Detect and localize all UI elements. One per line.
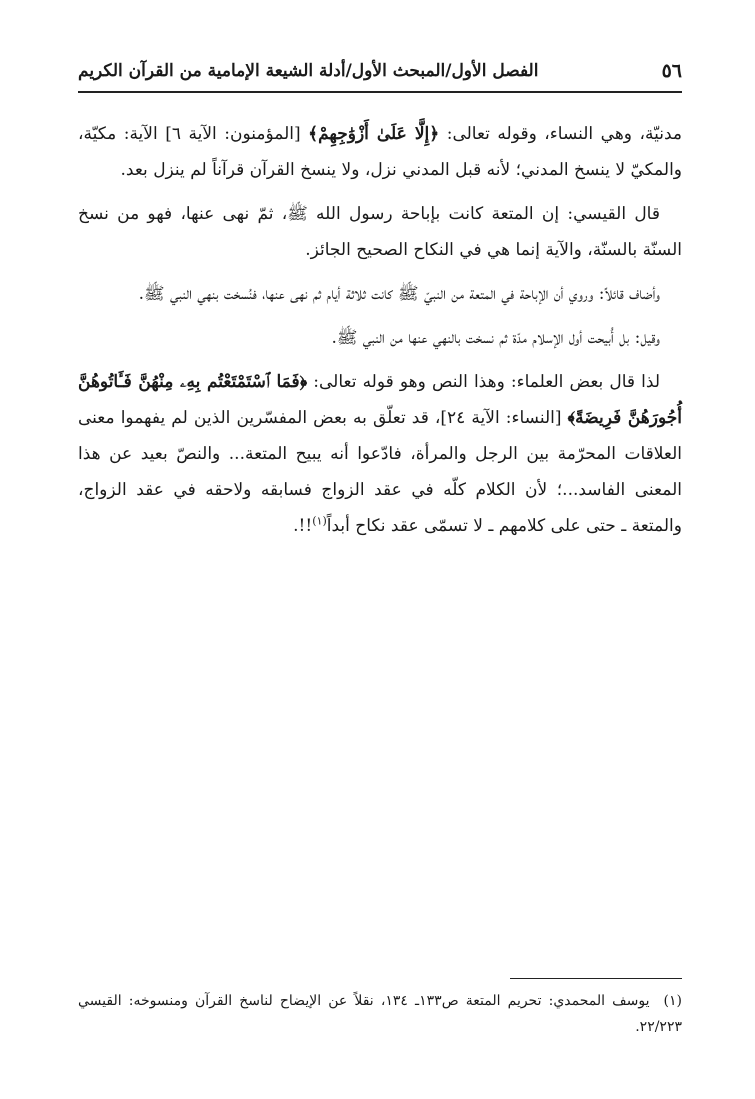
paragraph-1-text-a: مدنيّة، وهي النساء، وقوله تعالى: — [439, 124, 682, 144]
paragraph-5-text-a: لذا قال بعض العلماء: وهذا النص وهو قوله تعالى: — [307, 372, 660, 392]
quran-verse-muminun: ﴿إِلَّا عَلَىٰ أَزْوَٰجِهِمْ﴾ — [308, 124, 440, 144]
footnote-number: (١) — [663, 993, 682, 1009]
footnote-rule — [510, 978, 682, 979]
paragraph-3: وأضاف قائلاً: وروي أن الإباحة في المتعة من النبيّ ﷺ كانت ثلاثة أيام ثم نهى عنها، فنُسخت بنهي النبي ﷺ. — [138, 284, 660, 304]
header-rule — [78, 91, 682, 93]
main-text — [78, 116, 682, 552]
running-head — [78, 58, 682, 90]
paragraph-5-text-c: !!. — [293, 516, 313, 536]
footnote-text: يوسف المحمدي: تحريم المتعة ص١٣٣ـ ١٣٤، نقلاً عن الإيضاح لناسخ القرآن ومنسوخه: القيسي ٢٢/٢٢٣. — [78, 993, 682, 1035]
page-number: ٥٦ — [661, 60, 682, 82]
footnote-reference[interactable]: (١) — [312, 514, 327, 528]
paragraph-4: وقيل: بل أُبيحت أول الإسلام مدّة ثم نسخت بالنهي عنها من النبي ﷺ. — [331, 328, 660, 348]
paragraph-1-text-b: [المؤمنون: الآية ٦] الآية: مكيّة، والمكيّ لا ينسخ المدني؛ لأنه قبل المدني نزل، ولا ينسخ القرآن قرآناً لم ينزل بعد. — [78, 124, 682, 180]
paragraph-5-text-b: [النساء: الآية ٢٤]، قد تعلّق به بعض المفسّرين الذين لم يفهموا معنى العلاقات المحرّمة بين الرجل والمرأة، فادّعوا أنه يبيح المتعة... والنصّ بعيد عن هذا المعنى الفاسد...؛ لأن الكلام كلّه في عقد الزواج فسابقه ولاحقه في عقد الزواج، والمتعة ـ حتى على كلامهم ـ لا تسمّى عقد نكاح أبداً — [78, 408, 682, 536]
chapter-title: الفصل الأول/المبحث الأول/أدلة الشيعة الإمامية من القرآن الكريم — [78, 61, 539, 81]
footnote — [78, 988, 682, 1040]
paragraph-2: قال القيسي: إن المتعة كانت بإباحة رسول الله ﷺ، ثمّ نهى عنها، فهو من نسخ السنّة بالسنّة، والآية إنما هي في النكاح الصحيح الجائز. — [78, 204, 682, 260]
quran-verse-nisa: ﴿فَمَا ٱسْتَمْتَعْتُم بِهِۦ مِنْهُنَّ فَـَٔاتُوهُنَّ أُجُورَهُنَّ فَرِيضَةً﴾ — [78, 372, 682, 428]
paragraph-1 — [78, 116, 682, 188]
paragraph-5 — [78, 364, 682, 544]
